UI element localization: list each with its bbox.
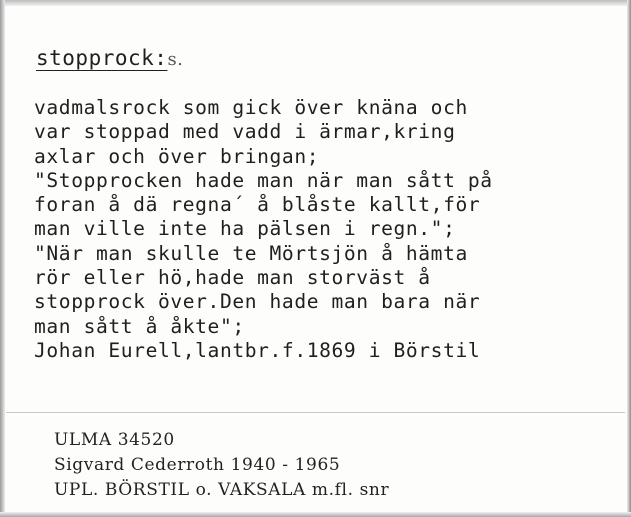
headword-part-of-speech: s. [167,49,184,70]
definition-line: Johan Eurell,lantbr.f.1869 i Börstil [34,338,481,362]
definition-line: foran å dä regna´ å blåste kallt,för [34,193,481,217]
headword-term: stopprock: [36,46,168,70]
definition-line: stopprock över.Den hade man bara när [34,290,481,314]
definition-line: man sått å åkte"; [34,314,245,338]
definition-line: rör eller hö,hade man storväst å [34,266,431,290]
definition-line: vadmalsrock som gick över knäna och [34,96,468,119]
card-edge-left [0,0,5,517]
collector-line: Sigvard Cederroth 1940 - 1965 [54,455,341,475]
definition-line: var stoppad med vadd i ärmar,kring [34,120,456,144]
footer-divider [6,412,625,413]
definition-text [34,96,614,363]
definition-line: "När man skulle te Mörtsjön å hämta [34,241,468,265]
archive-id: ULMA 34520 [54,430,175,450]
definition-line: "Stopprocken hade man när man sått på [34,168,493,192]
card-footer [54,428,389,503]
definition-line: man ville inte ha pälsen i regn."; [34,217,456,241]
location-line: UPL. BÖRSTIL o. VAKSALA m.fl. snr [54,480,390,500]
card-edge-bottom [0,512,631,517]
definition-line: axlar och över bringan; [34,144,320,168]
card-edge-right [627,0,631,517]
headword [36,46,183,70]
card-edge-top [0,0,631,6]
